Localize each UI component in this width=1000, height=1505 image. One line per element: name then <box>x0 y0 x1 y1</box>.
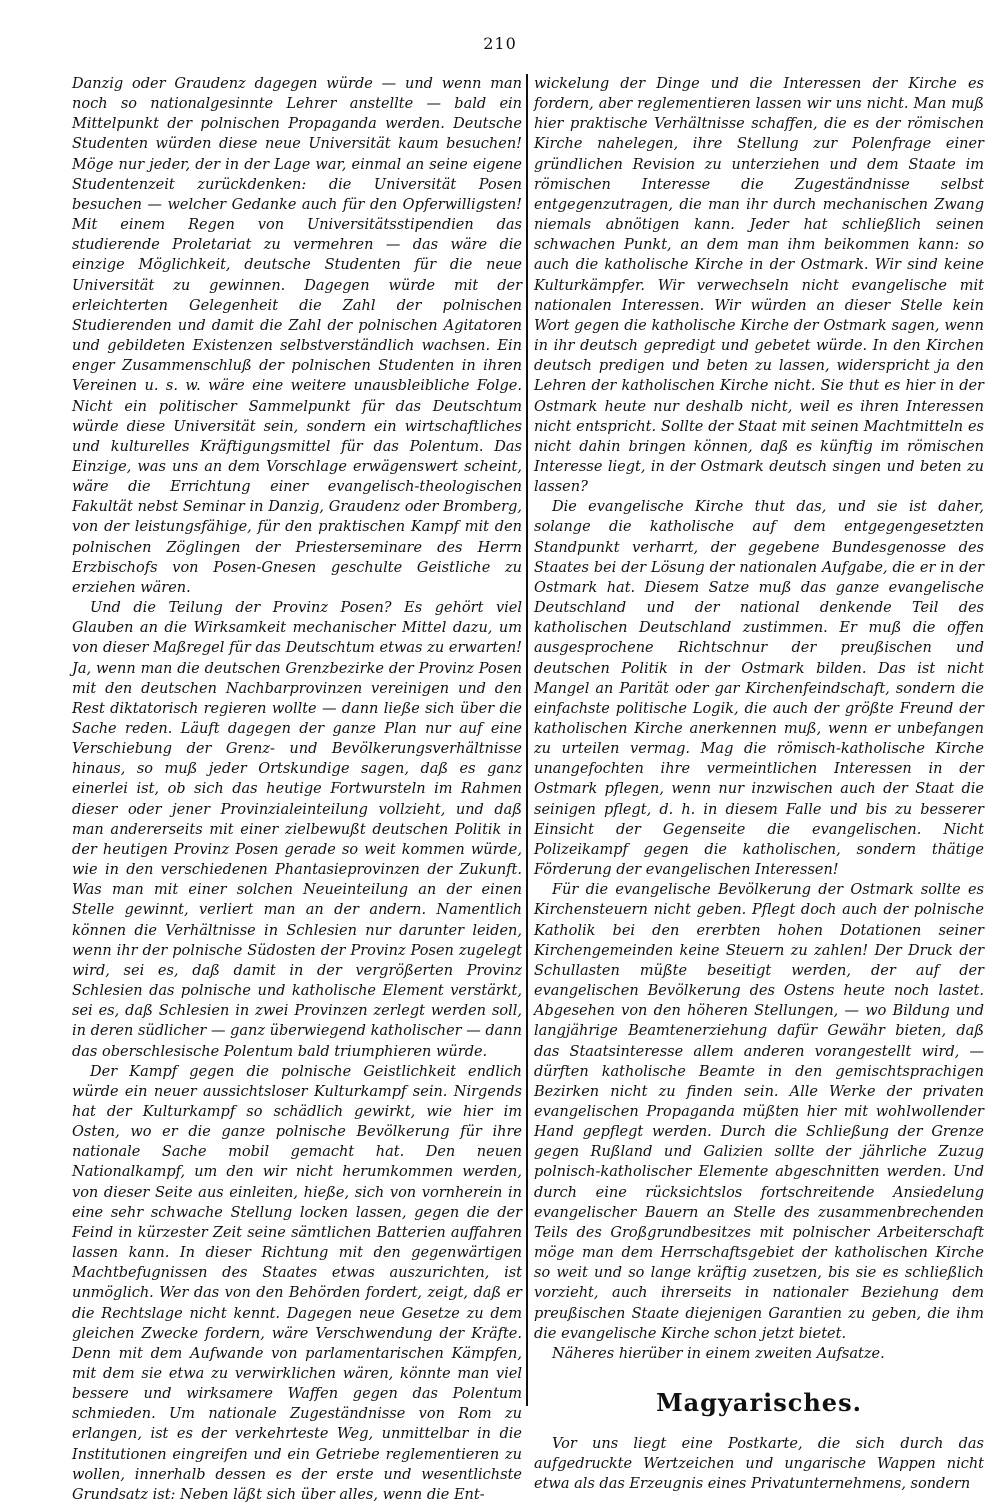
paragraph-left-2: Und die Teilung der Provinz Posen? Es gehört viel Glauben an die Wirksamkeit mechanischer Mittel dazu, um von dieser Maßregel für das Deutschtum etwas zu erwarten! Ja, wenn man die deutschen Grenzbezirke der Provinz Posen mit den deutschen Nachbarprovinzen vereinigen und den Rest diktatorisch regieren wollte — dann ließe sich über die Sache reden. Läuft dagegen der ganze Plan nur auf eine Verschiebung der Grenz- und Bevölkerungsverhältnisse hinaus, so muß jeder Ortskundige sagen, daß es ganz einerlei ist, ob sich das heutige Fortwursteln im Rahmen dieser oder jener Provinzialeinteilung vollzieht, und daß man andererseits mit einer zielbewußt deutschen Politik in der heutigen Provinz Posen gerade so weit kommen würde, wie in den verschiedenen Phantasieprovinzen der Zukunft. Was man mit einer solchen Neueinteilung an der einen Stelle gewinnt, verliert man an der andern. Namentlich können die Verhältnisse in Schlesien nur darunter leiden, wenn ihr der polnische Südosten der Provinz Posen zugelegt wird, sei es, daß damit in der vergrößerten Provinz Schlesien das polnische und katholische Element verstärkt, sei es, daß Schlesien in zwei Provinzen zerlegt werden soll, in deren südlicher — ganz überwiegend katholischer — dann das oberschlesische Polentum bald triumphieren würde. <box>72 600 522 1060</box>
paragraph-right-1: wickelung der Dinge und die Interessen der Kirche es fordern, aber reglementieren lassen wir uns nicht. Man muß hier praktische Verhältnisse schaffen, die es der römischen Kirche nahelegen, ihre Stellung zur Polenfrage einer gründlichen Revision zu unterziehen und dem Staate im römischen Interesse die Zugeständnisse selbst entgegenzutragen, die man ihr durch mechanischen Zwang niemals abnötigen kann. Jeder hat schließlich seinen schwachen Punkt, an dem man ihm beikommen kann: so auch die katholische Kirche in der Ostmark. Wir sind keine Kulturkämpfer. Wir verwechseln nicht evangelische mit nationalen Interessen. Wir würden an dieser Stelle kein Wort gegen die katholische Kirche der Ostmark sagen, wenn in ihr deutsch gepredigt und gebetet würde. In den Kirchen deutsch predigen und beten zu lassen, widerspricht ja den Lehren der katholischen Kirche nicht. Sie thut es hier in der Ostmark heute nur deshalb nicht, weil es ihren Interessen nicht entspricht. Sollte der Staat mit seinen Machtmitteln es nicht dahin bringen können, daß es künftig im römischen Interesse liegt, in der Ostmark deutsch singen und beten zu lassen? <box>534 76 984 496</box>
section-title: Magyarisches. <box>656 1388 862 1417</box>
paragraph-right-5: Vor uns liegt eine Postkarte, die sich durch das aufgedruckte Wertzeichen und ungarische Wappen nicht etwa als das Erzeugnis eines Privatunternehmens, sondern <box>534 1436 984 1493</box>
paragraph-right-3: Für die evangelische Bevölkerung der Ostmark sollte es Kirchensteuern nicht geben. Pflegt doch auch der polnische Katholik bei den ererbten hohen Dotationen seiner Kirchengemeinden keine Steuern zu zahlen! Der Druck der Schullasten müßte beseitigt werden, der auf der evangelischen Bevölkerung des Ostens heute noch lastet. Abgesehen von den höheren Stellungen, — wo Bildung und langjährige Beamtenerziehung dafür Gewähr bieten, daß das Staatsinteresse allem anderen vorangestellt wird, — dürften katholische Beamte in den gemischtsprachigen Bezirken nicht zu finden sein. Alle Werke der privaten evangelischen Propaganda müßten hier mit wohlwollender Hand gepflegt werden. Durch die Schließung der Grenze gegen Rußland und Galizien sollte der jährliche Zuzug polnisch-katholischer Elemente abgeschnitten werden. Und durch eine rücksichtslos fortschreitende Ansiedelung evangelischer Bauern an Stelle des zusammenbrechenden Teils des Großgrundbesitzes mit polnischer Arbeiterschaft möge man dem Herrschaftsgebiet der katholischen Kirche so weit und so lange kräftig zusetzen, bis sie es schließlich vorzieht, auch ihrerseits in nationaler Beziehung dem preußischen Staate diejenigen Garantien zu geben, die ihm die evangelische Kirche schon jetzt bietet. <box>534 882 984 1342</box>
paragraph-left-3: Der Kampf gegen die polnische Geistlichkeit endlich würde ein neuer aussichtsloser Kulturkampf sein. Nirgends hat der Kulturkampf so schädlich gewirkt, wie hier im Osten, wo er die ganze polnische Bevölkerung für ihre nationale Sache mobil gemacht hat. Den neuen Nationalkampf, um den wir nicht herumkommen werden, von dieser Seite aus einleiten, hieße, sich von vornherein in eine sehr schwache Stellung locken lassen, gegen die der Feind in kürzester Zeit seine sämtlichen Batterien auffahren lassen kann. In dieser Richtung mit den gegenwärtigen Machtbefugnissen des Staates etwas auszurichten, ist unmöglich. Wer das von den Behörden fordert, zeigt, daß er die Rechtslage nicht kennt. Dagegen neue Gesetze zu dem gleichen Zwecke fordern, wäre Verschwendung der Kräfte. Denn mit dem Aufwande von parlamentarischen Kämpfen, mit dem sie etwa zu verwirklichen wären, könnte man viel bessere und wirksamere Waffen gegen das Polentum schmieden. Um nationale Zugeständnisse von Rom zu erlangen, ist es der verkehrteste Weg, unmittelbar in die Institutionen eingreifen und ein Getriebe reglementieren zu wollen, innerhalb dessen es der erste und wesentlichste Grundsatz ist: Neben läßt sich über alles, wenn die Ent- <box>72 1063 522 1503</box>
right-column <box>534 74 984 1494</box>
paragraph-right-2: Die evangelische Kirche thut das, und sie ist daher, solange die katholische auf dem entgegengesetzten Standpunkt verharrt, der gegebene Bundesgenosse des Staates bei der Lösung der nationalen Aufgabe, die er in der Ostmark hat. Diesem Satze muß das ganze evangelische Deutschland und der national denkende Teil des katholischen Deutschland zustimmen. Er muß die offen ausgesprochene Richtschnur der preußischen und deutschen Politik in der Ostmark bilden. Das ist nicht Mangel an Parität oder gar Kirchenfeindschaft, sondern die einfachste politische Logik, die auch der größte Freund der katholischen Kirche anerkennen muß, wenn er unbefangen zu urteilen vermag. Mag die römisch-katholische Kirche unangefochten ihre vermeintlichen Interessen in der Ostmark pflegen, wenn nur inzwischen auch der Staat die seinigen pflegt, d. h. in diesem Falle und bis zu besserer Einsicht der Gegenseite die evangelischen. Nicht Polizeikampf gegen die katholischen, sondern thätige Förderung der evangelischen Interessen! <box>534 499 984 879</box>
left-column <box>72 74 522 1505</box>
column-divider <box>526 74 528 1406</box>
page-number: 210 <box>483 34 517 53</box>
paragraph-left-1: Danzig oder Graudenz dagegen würde — und wenn man noch so nationalgesinnte Lehrer anstellte — bald ein Mittelpunkt der polnischen Propaganda werden. Deutsche Studenten würden diese neue Universität kaum besuchen! Möge nur jeder, der in der Lage war, einmal an seine eigene Studentenzeit zurückdenken: die Universität Posen besuchen — welcher Gedanke auch für den Opferwilligsten! Mit einem Regen von Universitätsstipendien das studierende Proletariat zu vermehren — das wäre die einzige Möglichkeit, deutsche Studenten für die neue Universität zu gewinnen. Dagegen würde mit der erleichterten Gelegenheit die Zahl der polnischen Studierenden und damit die Zahl der polnischen Agitatoren und gebildeten Existenzen selbstverständlich wachsen. Ein enger Zusammenschluß der polnischen Studenten in ihren Vereinen u. s. w. wäre eine weitere unausbleibliche Folge. Nicht ein politischer Sammelpunkt für das Deutschtum würde diese Universität sein, sondern ein wirtschaftliches und kulturelles Kräftigungsmittel für das Polentum. Das Einzige, was uns an dem Vorschlage erwägenswert scheint, wäre die Errichtung einer evangelisch-theologischen Fakultät nebst Seminar in Danzig, Graudenz oder Bromberg, von der leistungsfähige, für den praktischen Kampf mit den polnischen Zöglingen der Priesterseminare des Herrn Erzbischofs von Posen-Gnesen geschulte Geistliche zu erziehen wären. <box>72 76 522 596</box>
closing-note: Näheres hierüber in einem zweiten Aufsatze. <box>552 1345 885 1362</box>
